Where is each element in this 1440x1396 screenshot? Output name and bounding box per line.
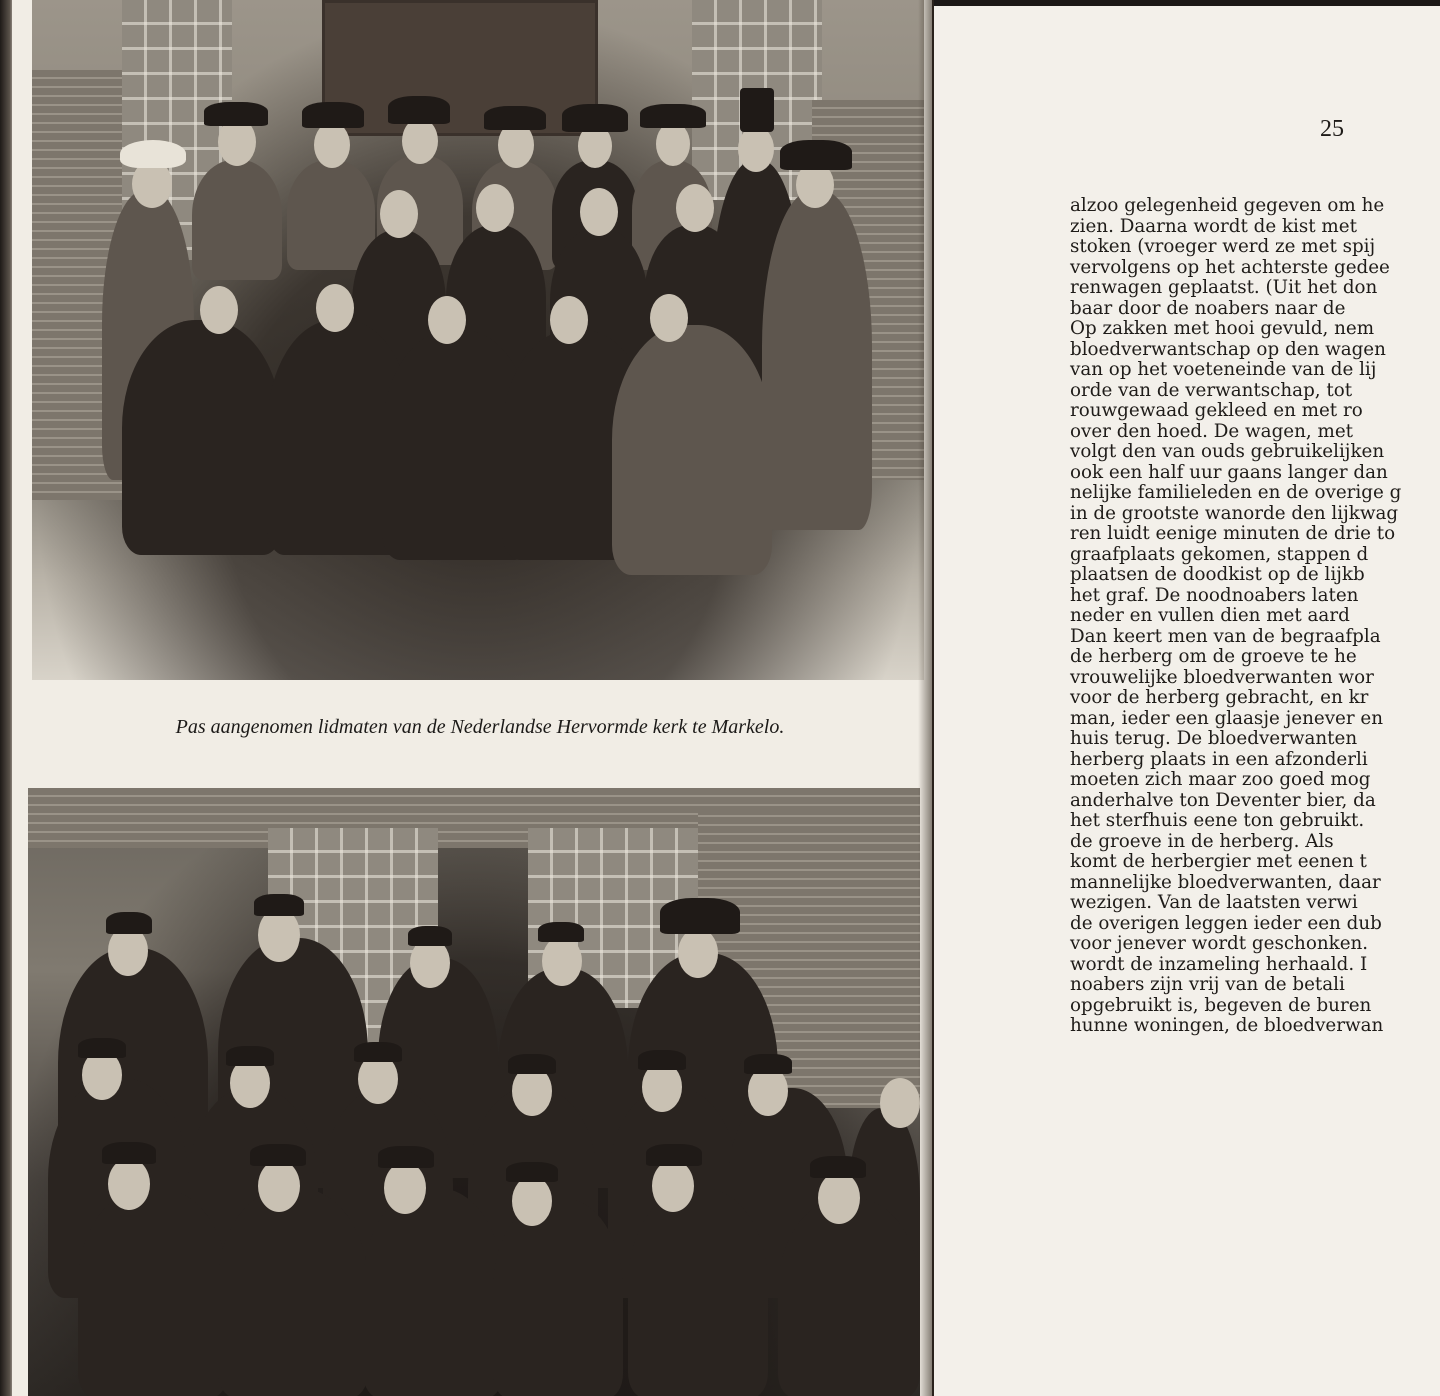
text-line: anderhalve ton Deventer bier, da <box>1070 789 1376 811</box>
cap <box>106 912 152 934</box>
cap <box>254 894 304 916</box>
text-line: over den hoed. De wagen, met <box>1070 420 1353 442</box>
text-line: van op het voeteneinde van de lij <box>1070 359 1377 380</box>
face <box>108 1158 150 1210</box>
cap <box>744 1054 792 1074</box>
text-line: plaatsen de doodkist op de lijkb <box>1070 564 1365 585</box>
boy-figure <box>628 1188 768 1396</box>
photo-confirmands-boys <box>28 788 920 1396</box>
cap <box>378 1146 434 1168</box>
face <box>316 284 354 332</box>
hat <box>388 96 450 124</box>
text-line: Dan keert men van de begraafpla <box>1070 625 1381 647</box>
face <box>258 908 300 962</box>
boy-figure <box>78 1188 228 1396</box>
cap <box>102 1142 156 1164</box>
photo-confirmands-women <box>32 0 924 680</box>
face <box>402 118 438 164</box>
text-line: rouwgewaad gekleed en met ro <box>1070 400 1363 421</box>
text-line: stoken (vroeger werd ze met spij <box>1070 236 1376 257</box>
text-line: de groeve in de herberg. Als <box>1070 830 1334 852</box>
text-line: de overigen leggen ieder een dub <box>1070 912 1382 934</box>
text-line: wordt de inzameling herhaald. I <box>1070 953 1368 975</box>
text-line: voor de herberg gebracht, en kr <box>1070 687 1369 708</box>
face <box>650 294 688 342</box>
body-text <box>1070 196 1440 1037</box>
hat <box>660 898 740 934</box>
text-line: moeten zich maar zoo goed mog <box>1070 769 1371 790</box>
seated-girl <box>612 325 772 575</box>
text-line: zien. Daarna wordt de kist met <box>1070 215 1357 237</box>
face <box>880 1078 920 1128</box>
text-line: het sterfhuis eene ton gebruikt. <box>1070 810 1365 831</box>
text-line: nelijke familieleden en de overige g <box>1070 482 1402 503</box>
page-number: 25 <box>1320 116 1344 142</box>
face <box>314 122 350 168</box>
hat <box>204 102 268 126</box>
woman-figure <box>287 160 375 270</box>
face <box>818 1172 860 1224</box>
cap <box>78 1038 126 1058</box>
face <box>738 126 774 172</box>
woman-figure <box>192 160 282 280</box>
boy-figure <box>363 1188 503 1396</box>
hat <box>640 104 706 128</box>
face <box>652 1160 694 1212</box>
hat <box>562 104 628 132</box>
cap <box>226 1046 274 1066</box>
text-line: vervolgens op het achterste gedee <box>1070 256 1390 278</box>
hat <box>780 140 852 170</box>
text-line: huis terug. De bloedverwanten <box>1070 728 1358 749</box>
cap <box>506 1162 558 1182</box>
text-line: vrouwelijke bloedverwanten wor <box>1070 666 1374 688</box>
cap <box>250 1144 306 1166</box>
face <box>656 122 690 166</box>
text-line: wezigen. Van de laatsten verwi <box>1070 892 1358 913</box>
face <box>200 286 238 334</box>
text-line: voor jenever wordt geschonken. <box>1070 933 1369 954</box>
text-line: opgebruikt is, begeven de buren <box>1070 994 1372 1016</box>
photo-caption: Pas aangenomen lidmaten van de Nederlandse Hervormde kerk te Markelo. <box>175 716 785 738</box>
cap <box>538 922 584 942</box>
face <box>384 1162 426 1214</box>
cap <box>508 1054 556 1074</box>
text-line: baar door de noabers naar de <box>1070 297 1346 319</box>
cap <box>638 1050 686 1070</box>
hat <box>120 140 186 168</box>
cap <box>646 1144 702 1166</box>
text-line: renwagen geplaatst. (Uit het don <box>1070 277 1378 298</box>
text-line: herberg plaats in een afzonderli <box>1070 748 1368 770</box>
face <box>476 184 514 232</box>
face <box>512 1176 552 1226</box>
text-line: mannelijke bloedverwanten, daar <box>1070 871 1381 893</box>
cap <box>354 1042 402 1062</box>
face <box>258 1160 300 1212</box>
text-line: alzoo gelegenheid gegeven om he <box>1070 195 1385 216</box>
text-line: bloedverwantschap op den wagen <box>1070 338 1386 360</box>
text-line: ook een half uur gaans langer dan <box>1070 461 1388 483</box>
cap <box>810 1156 866 1178</box>
text-line: man, ieder een glaasje jenever en <box>1070 707 1383 729</box>
boy-figure <box>778 1198 920 1396</box>
text-line: in de grootste wanorde den lijkwag <box>1070 502 1399 524</box>
text-line: volgt den van ouds gebruikelijken <box>1070 441 1385 462</box>
top-hat <box>740 88 774 132</box>
text-line: hunne woningen, de bloedverwan <box>1070 1015 1384 1036</box>
woman-figure <box>762 190 872 530</box>
text-line: Op zakken met hooi gevuld, nem <box>1070 318 1375 339</box>
text-line: komt de herbergier met eenen t <box>1070 851 1367 872</box>
boy-figure <box>493 1198 623 1396</box>
text-line: neder en vullen dien met aard <box>1070 605 1350 626</box>
face <box>550 296 588 344</box>
cap <box>408 926 452 946</box>
text-line: ren luidt eenige minuten de drie to <box>1070 523 1396 544</box>
text-line: de herberg om de groeve te he <box>1070 646 1357 667</box>
text-line: noabers zijn vrij van de betali <box>1070 974 1345 995</box>
face <box>678 928 718 978</box>
seated-girl <box>122 320 282 555</box>
text-line: het graf. De noodnoabers laten <box>1070 584 1359 606</box>
hat <box>302 102 364 128</box>
text-line: orde van de verwantschap, tot <box>1070 379 1353 401</box>
face <box>580 188 618 236</box>
text-line: graafplaats gekomen, stappen d <box>1070 543 1369 565</box>
hat <box>484 106 546 130</box>
face <box>428 296 466 344</box>
face <box>676 184 714 232</box>
boy-figure <box>218 1188 368 1396</box>
face <box>542 936 582 986</box>
face <box>380 190 418 238</box>
